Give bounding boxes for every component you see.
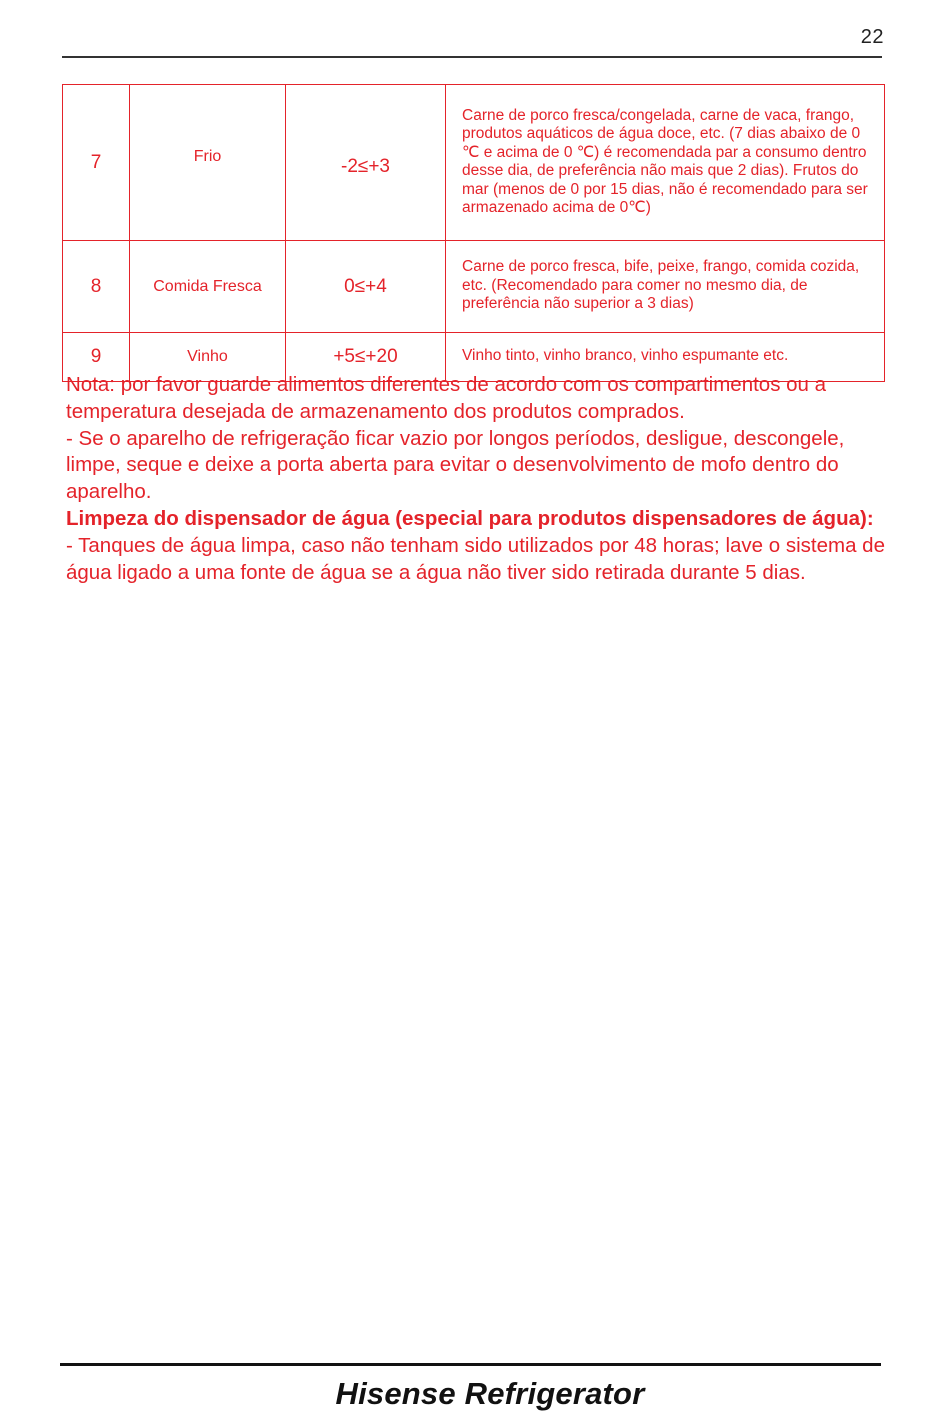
page-number: 22 bbox=[860, 26, 884, 48]
brand-logo: Hisense Refrigerator bbox=[335, 1376, 645, 1411]
storage-note: Nota: por favor guarde alimentos diferentes de acordo com os compartimentos ou a temperatura desejada de armazenamento dos produtos comprados. bbox=[66, 373, 827, 423]
temperature-range: -2≤+3 bbox=[341, 155, 390, 177]
storage-description: Carne de porco fresca, bife, peixe, frango, comida cozida, etc. (Recomendado para comer no mesmo dia, de preferência não superior a 3 dias) bbox=[446, 241, 885, 333]
notes-section bbox=[66, 372, 886, 586]
footer-divider bbox=[60, 1363, 881, 1366]
dispenser-heading: Limpeza do dispensador de água (especial para produtos dispensadores de água): bbox=[66, 506, 874, 530]
storage-compartment-table bbox=[62, 84, 885, 382]
compartment-name: Vinho bbox=[130, 333, 286, 382]
row-number: 9 bbox=[63, 333, 130, 382]
storage-description: Vinho tinto, vinho branco, vinho espumante etc. bbox=[446, 333, 885, 382]
header-divider bbox=[62, 56, 882, 58]
temperature-range: 0≤+4 bbox=[286, 241, 446, 333]
dispenser-instructions: - Tanques de água limpa, caso não tenham sido utilizados por 48 horas; lave o sistema de água ligado a uma fonte de água se a água não tiver sido retirada durante 5 dias. bbox=[66, 533, 885, 584]
temperature-range: +5≤+20 bbox=[286, 333, 446, 382]
storage-description: Carne de porco fresca/congelada, carne de vaca, frango, produtos aquáticos de água doce, etc. (7 dias abaixo de 0 ℃ e acima de 0 ℃) é recomendada par a consumo dentro desse dia, de preferência não mais que 2 dias). Frutos do mar (menos de 0 por 15 dias, não é recomendado para ser armazenado acima de 0℃) bbox=[446, 85, 885, 241]
row-number: 8 bbox=[63, 241, 130, 333]
table-row bbox=[63, 85, 885, 241]
empty-appliance-advice: - Se o aparelho de refrigeração ficar vazio por longos períodos, desligue, descongele, limpe, seque e deixe a porta aberta para evitar o desenvolvimento de mofo dentro do aparelho. bbox=[66, 426, 845, 504]
row-number: 7 bbox=[63, 85, 130, 241]
compartment-name: Frio bbox=[193, 147, 222, 165]
table-row bbox=[63, 241, 885, 333]
compartment-name: Comida Fresca bbox=[130, 241, 286, 333]
